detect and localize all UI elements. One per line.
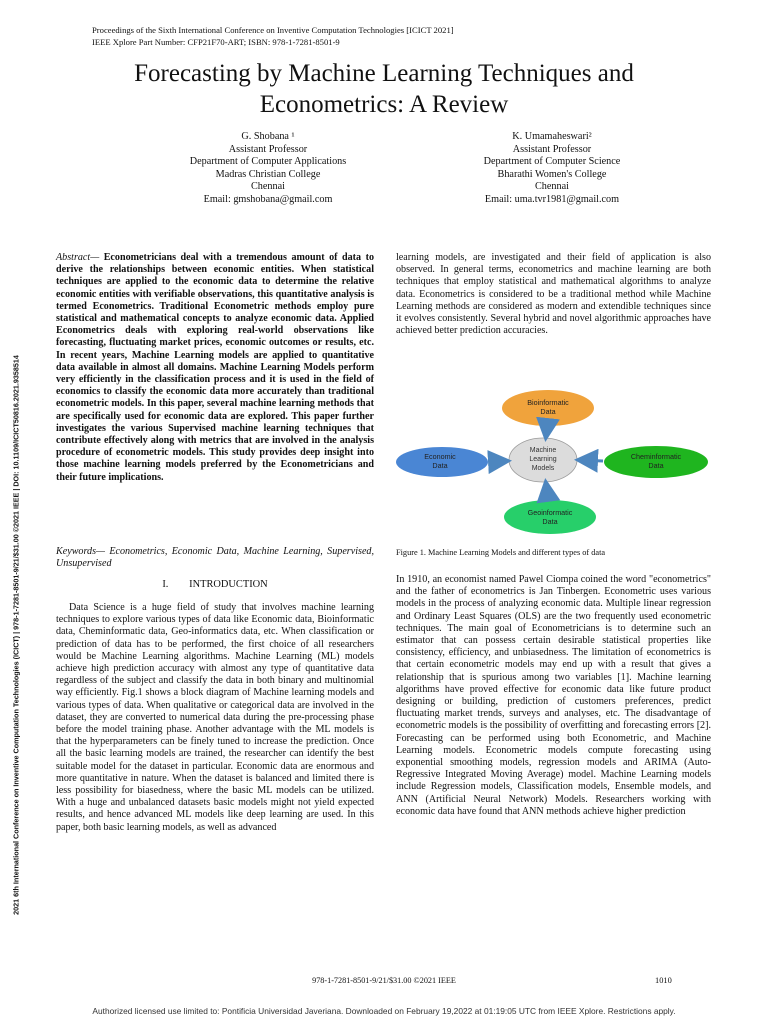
figure-1-caption: Figure 1. Machine Learning Models and different types of data bbox=[396, 548, 606, 557]
section-heading-introduction: I. INTRODUCTION bbox=[162, 579, 268, 590]
author-role: Assistant Professor bbox=[228, 143, 308, 155]
arrow-geoinformatic bbox=[546, 484, 548, 499]
sidebar-text: 2021 6th International Conference on Inventive Computation Technologies (ICICT) | 978-1-7281-8501-9/21/$31.00 ©2021 IEEE | DOI: 10.1109/ICICT50816.2021.9358514 bbox=[11, 355, 21, 915]
author-email: Email: gmshobana@gmail.com bbox=[203, 193, 333, 205]
header-line-2: IEEE Xplore Part Number: CFP21F70-ART; ISBN: 978-1-7281-8501-9 bbox=[92, 36, 340, 47]
economic-label-1: Economic bbox=[424, 452, 456, 461]
arrow-economic bbox=[489, 461, 506, 462]
center-label-1: Machine bbox=[529, 447, 557, 454]
economic-label-2: Data bbox=[432, 461, 448, 470]
author-dept: Department of Computer Applications bbox=[189, 156, 347, 168]
right-column-body-text: In 1910, an economist named Pawel Ciompa coined the word "econometrics" and the father of econometrics is Jan Tinbergen. Econometric uses various models in the process of analyzing economic data. Multiple linear regression and Ordinary Least Squares (OLS) are the two frequently used econometric techniques. The main goal of Econometricians is to determine such an estimator that can possess certain desirable statistical properties like consistency, efficiency, and unbiasedness. The limitation of econometrics is that certain econometric models may end up with a result that gives a relationship that is spurious among two variables [1]. Machine learning algorithms have proved effective for economic data like future product designing or building, prediction of customers preferences, predict fluctuating market trends, surveys and analyses, etc. The disadvantage of econometric models is the possibility of overfitting and forecasting errors [2]. Forecasting can be performed using both Econometric, and Machine Learning models. Econometric models compute forecasting using exponential smoothing models, regression models and ARIMA (Auto-Regressive Integrated Moving Average) model. Machine Learning models include Regression models, Classification models, Ensemble models, and ANN (Artificial Neural Network) Models. Researchers working with economic data have found that ANN methods achieve higher prediction bbox=[396, 574, 711, 817]
figure-1-diagram bbox=[396, 388, 711, 536]
right-column-top-text: learning models, are investigated and their field of application is also observed. In general terms, econometrics and machine learning are both techniques that employ statistical and mathematical algorithms to analyze data. Econometrics is considered to be a traditional method while Machine Learning methods are considered as modern and extendible techniques since it evolves consistently. Several hybrid and novel algorithmic approaches have achieved better prediction accuracies. bbox=[396, 252, 711, 337]
bioinformatic-label-1: Bioinformatic bbox=[527, 398, 569, 407]
author-org: Bharathi Women's College bbox=[497, 168, 607, 180]
arrow-bioinformatic bbox=[546, 427, 547, 436]
geoinformatic-label-2: Data bbox=[542, 517, 558, 526]
header-line-1: Proceedings of the Sixth International Conference on Inventive Computation Technologies [ICICT 2021] bbox=[92, 25, 454, 35]
paper-title bbox=[40, 58, 728, 120]
doi-sidebar bbox=[8, 275, 24, 995]
author-name: K. Umamaheswari² bbox=[512, 131, 592, 142]
author-block-1 bbox=[148, 131, 388, 207]
center-label-2: Learning bbox=[529, 456, 557, 463]
keywords: Keywords— Econometrics, Economic Data, Machine Learning, Supervised, Unsupervised bbox=[56, 546, 374, 570]
author-city: Chennai bbox=[251, 181, 285, 193]
center-label-3: Models bbox=[531, 465, 555, 472]
cheminformatic-label-2: Data bbox=[648, 461, 664, 470]
footer-copyright: 978-1-7281-8501-9/21/$31.00 ©2021 IEEE bbox=[312, 976, 456, 985]
author-org: Madras Christian College bbox=[215, 168, 321, 180]
geoinformatic-label-1: Geoinformatic bbox=[527, 508, 573, 517]
page-number: 1010 bbox=[655, 976, 672, 985]
introduction-text: Data Science is a huge field of study that involves machine learning techniques to explore various types of data like Economic data, Bioinformatic data, Cheminformatic data, Geo-informatics data, etc. When classification or prediction of data has to be performed, the first choice of all researchers would be Machine Learning algorithms. Machine Learning (ML) models achieve high prediction accuracy with almost any type of quantitative data regardless of the subject and classify the data in both binary and multinomial way efficiently. Fig.1 shows a block diagram of Machine learning models and various types of data. When qualitative or categorical data are involved in the dataset, they are converted to numerical data during the pre-processing phase before the model training phase. Another advantage with the ML models is that the hyperparameters can be finely tuned to increase the prediction. Once all the basic learning models are trained, the researcher can identify the best suitable model for the dataset in particular. Economic data are enormous and more quantitative in nature. When the dataset is balanced and limited there is less possibility for biasedness, where the basic ML models can be utilized. With a huge and unbalanced datasets basic models might not yield expected results, and hence advanced ML models like deep learning are used. In this paper, both basic learning models, as well as advanced bbox=[56, 602, 374, 833]
authorized-use-notice: Authorized licensed use limited to: Pontificia Universidad Javeriana. Downloaded on February 19,2022 at 01:19:05 UTC from IEEE Xplore. Restrictions apply. bbox=[92, 1006, 676, 1016]
title-line-2: Econometrics: A Review bbox=[259, 91, 509, 118]
author-city: Chennai bbox=[535, 181, 569, 193]
bioinformatic-label-2: Data bbox=[540, 407, 556, 416]
author-name: G. Shobana ¹ bbox=[241, 131, 295, 142]
conference-header bbox=[92, 25, 454, 48]
author-dept: Department of Computer Science bbox=[483, 156, 621, 168]
arrow-cheminformatic bbox=[580, 460, 603, 461]
author-block-2 bbox=[432, 131, 672, 207]
title-line-1: Forecasting by Machine Learning Techniques and bbox=[134, 60, 634, 87]
abstract-label: Abstract— bbox=[56, 252, 100, 263]
figure-1 bbox=[396, 388, 711, 536]
abstract-text: Econometricians deal with a tremendous amount of data to derive the relationships between economic entities. When statistical techniques are applied to the economic data to determine the relative economic entities with verifiable observations, this quantitative analysis is termed Econometrics. Traditional Econometric methods employ pure statistical and mathematical concepts to analyze economic data. Applied Econometrics deals with exploring real-world observations like forecasting, fluctuating market prices, economic outcomes or results, etc. In recent years, Machine Learning models are applied to quantitative data available in almost all domains. Machine Learning Models perform very efficiently in the classification process and it is used in the field of economics to classify the economic data more accurately than traditional econometric models. In this paper, several machine learning methods that are specifically used for economic data are explored. This paper further investigates the various Supervised machine learning techniques that contribute effectively along with metrics that are involved in the analysis procedure of econometric models. This study provides deep insight into those machine learning models preferred by the Econometricians and their future implications. bbox=[56, 252, 374, 483]
author-role: Assistant Professor bbox=[512, 143, 592, 155]
author-email: Email: uma.tvr1981@gmail.com bbox=[484, 193, 620, 205]
abstract bbox=[56, 252, 374, 484]
cheminformatic-label-1: Cheminformatic bbox=[630, 452, 682, 461]
